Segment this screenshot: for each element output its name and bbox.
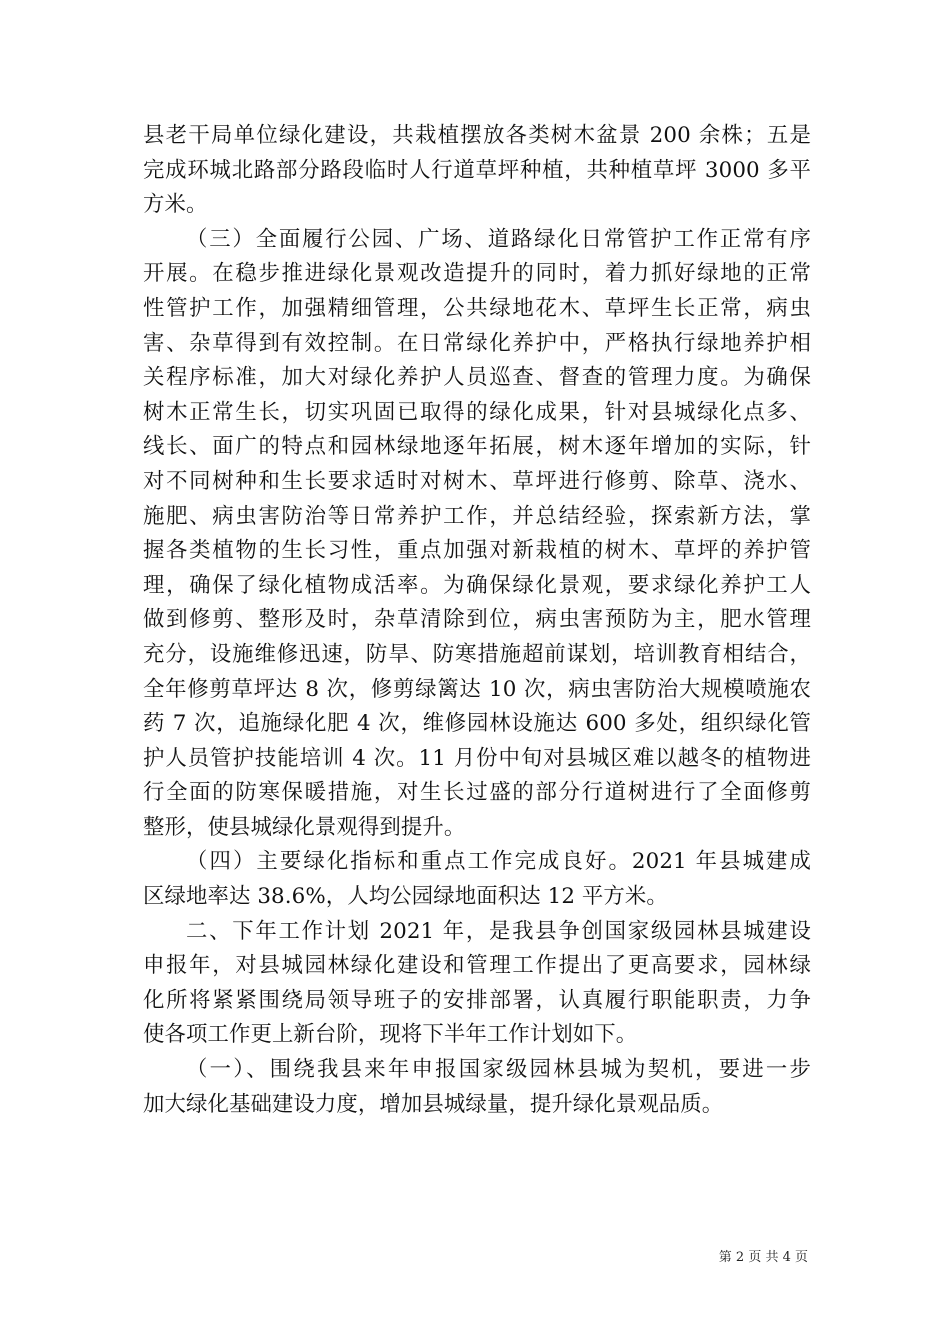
text-line: 整形，使县城绿化景观得到提升。 (143, 814, 466, 840)
text-line: 化所将紧紧围绕局领导班子的安排部署，认真履行职能职责，力争 (143, 987, 811, 1013)
text-line: 做到修剪、整形及时，杂草清除到位，病虫害预防为主，肥水管理 (143, 607, 811, 633)
text-line: 开展。在稳步推进绿化景观改造提升的同时，着力抓好绿地的正常 (143, 261, 811, 287)
text-line: 申报年，对县城园林绿化建设和管理工作提出了更高要求，园林绿 (143, 953, 811, 979)
text-line: （三）全面履行公园、广场、道路绿化日常管护工作正常有序 (186, 226, 811, 252)
text-line: 加大绿化基础建设力度，增加县城绿量，提升绿化景观品质。 (143, 1091, 724, 1117)
paragraph-work-plan (143, 915, 811, 1053)
text-line: 充分，设施维修迅速，防旱、防寒措施超前谋划，培训教育相结合， (143, 641, 811, 667)
text-line: 施肥、病虫害防治等日常养护工作，并总结经验，探索新方法，掌 (143, 503, 811, 529)
text-line: 握各类植物的生长习性，重点加强对新栽植的树木、草坪的养护管 (143, 538, 811, 564)
paragraph-plan-item-1 (143, 1053, 811, 1122)
paragraph-continuation (143, 119, 811, 223)
text-line: 理，确保了绿化植物成活率。为确保绿化景观，要求绿化养护工人 (143, 572, 811, 598)
paragraph-section-3 (143, 223, 811, 846)
text-line: 完成环城北路部分路段临时人行道草坪种植，共种植草坪 3000 多平 (143, 157, 811, 183)
text-line: 方米。 (143, 192, 208, 218)
text-line: 害、杂草得到有效控制。在日常绿化养护中，严格执行绿地养护相 (143, 330, 811, 356)
text-line: 树木正常生长，切实巩固已取得的绿化成果，针对县城绿化点多、 (143, 399, 811, 425)
text-line: 关程序标准，加大对绿化养护人员巡查、督查的管理力度。为确保 (143, 365, 811, 391)
text-line: 县老干局单位绿化建设，共栽植摆放各类树木盆景 200 余株；五是 (143, 123, 811, 148)
text-line: 线长、面广的特点和园林绿地逐年拓展，树木逐年增加的实际，针 (143, 434, 811, 460)
text-line: 全年修剪草坪达 8 次，修剪绿篱达 10 次，病虫害防治大规模喷施农 (143, 676, 811, 702)
text-line: 药 7 次，追施绿化肥 4 次，维修园林设施达 600 多处，组织绿化管 (143, 711, 811, 737)
text-line: 性管护工作，加强精细管理，公共绿地花木、草坪生长正常，病虫 (143, 295, 811, 321)
document-body (143, 119, 811, 1122)
text-line: 护人员管护技能培训 4 次。11 月份中旬对县城区难以越冬的植物进 (143, 745, 811, 771)
text-line: 二、下年工作计划 2021 年，是我县争创国家级园林县城建设 (186, 918, 811, 944)
paragraph-section-4 (143, 845, 811, 914)
text-line: 行全面的防寒保暖措施，对生长过盛的部分行道树进行了全面修剪 (143, 780, 811, 806)
text-line: 使各项工作更上新台阶，现将下半年工作计划如下。 (143, 1022, 638, 1048)
page-number-footer: 第 2 页 共 4 页 (718, 1250, 808, 1265)
text-line: 区绿地率达 38.6%，人均公园绿地面积达 12 平方米。 (143, 884, 668, 910)
text-line: （四）主要绿化指标和重点工作完成良好。2021 年县城建成 (186, 849, 811, 875)
text-line: （一）、围绕我县来年申报国家级园林县城为契机，要进一步 (186, 1057, 811, 1083)
text-line: 对不同树种和生长要求适时对树木、草坪进行修剪、除草、浇水、 (143, 468, 811, 494)
